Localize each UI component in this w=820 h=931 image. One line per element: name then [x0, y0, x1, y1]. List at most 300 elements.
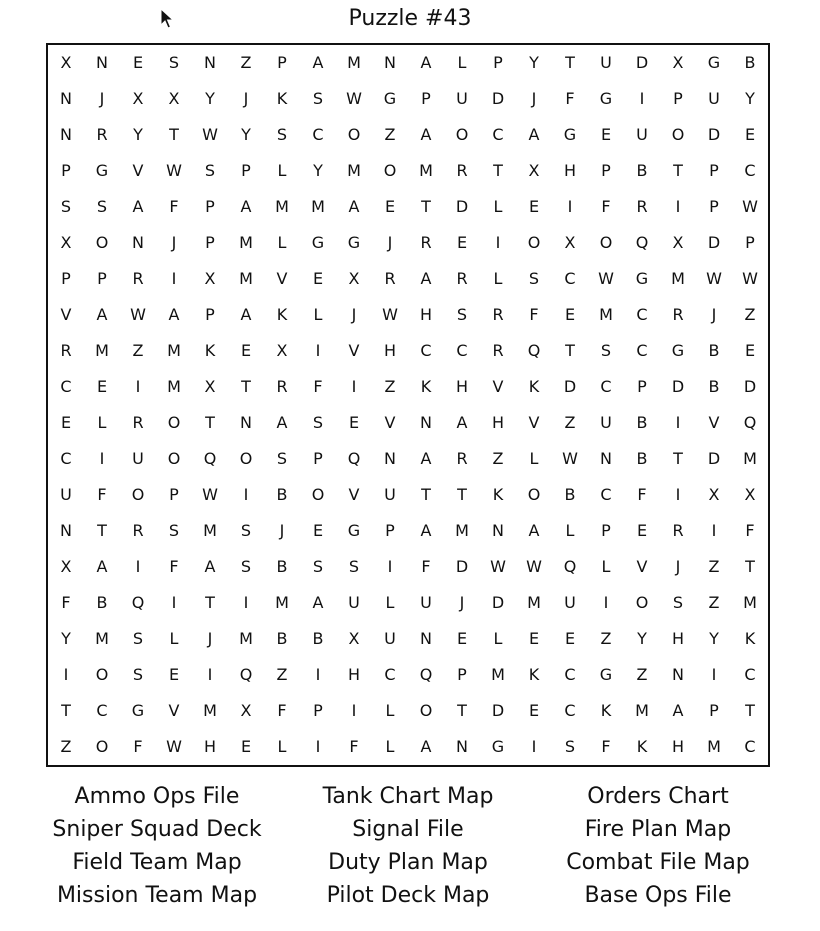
grid-cell[interactable]: S: [96, 197, 108, 216]
grid-cell[interactable]: Z: [384, 377, 396, 396]
grid-cell[interactable]: F: [97, 485, 107, 504]
grid-cell[interactable]: K: [528, 665, 540, 684]
grid-cell[interactable]: M: [239, 629, 253, 648]
grid-cell[interactable]: B: [708, 377, 720, 396]
grid-cell[interactable]: V: [348, 341, 360, 360]
grid-cell[interactable]: P: [385, 521, 395, 540]
grid-cell[interactable]: R: [132, 269, 144, 288]
grid-cell[interactable]: M: [491, 665, 505, 684]
grid-cell[interactable]: G: [383, 89, 397, 108]
grid-cell[interactable]: M: [671, 269, 685, 288]
grid-cell[interactable]: T: [61, 701, 71, 720]
grid-cell[interactable]: W: [742, 197, 758, 216]
grid-cell[interactable]: I: [171, 593, 177, 612]
grid-cell[interactable]: N: [600, 449, 612, 468]
grid-cell[interactable]: S: [312, 413, 324, 432]
grid-cell[interactable]: P: [205, 305, 215, 324]
grid-cell[interactable]: V: [528, 413, 540, 432]
grid-cell[interactable]: A: [528, 521, 540, 540]
grid-cell[interactable]: K: [420, 377, 432, 396]
grid-cell[interactable]: B: [636, 449, 648, 468]
grid-cell[interactable]: M: [167, 377, 181, 396]
grid-cell[interactable]: E: [168, 665, 180, 684]
grid-cell[interactable]: O: [239, 449, 253, 468]
grid-cell[interactable]: Z: [492, 449, 504, 468]
grid-cell[interactable]: X: [204, 269, 216, 288]
grid-cell[interactable]: O: [95, 737, 109, 756]
grid-cell[interactable]: I: [675, 413, 681, 432]
grid-cell[interactable]: X: [276, 341, 288, 360]
grid-cell[interactable]: J: [207, 629, 213, 648]
grid-cell[interactable]: Y: [205, 89, 215, 108]
grid-cell[interactable]: E: [240, 737, 252, 756]
grid-cell[interactable]: N: [456, 737, 468, 756]
grid-cell[interactable]: T: [457, 485, 467, 504]
grid-cell[interactable]: B: [564, 485, 576, 504]
grid-cell[interactable]: L: [277, 233, 287, 252]
grid-cell[interactable]: I: [243, 485, 249, 504]
grid-cell[interactable]: S: [312, 89, 324, 108]
grid-cell[interactable]: N: [60, 521, 72, 540]
grid-cell[interactable]: L: [457, 53, 467, 72]
grid-cell[interactable]: M: [95, 629, 109, 648]
grid-cell[interactable]: T: [457, 701, 467, 720]
grid-cell[interactable]: U: [456, 89, 468, 108]
grid-cell[interactable]: Z: [132, 341, 144, 360]
grid-cell[interactable]: B: [276, 557, 288, 576]
grid-cell[interactable]: S: [528, 269, 540, 288]
grid-cell[interactable]: A: [420, 125, 432, 144]
grid-cell[interactable]: L: [601, 557, 611, 576]
grid-cell[interactable]: T: [673, 161, 683, 180]
grid-cell[interactable]: V: [708, 413, 720, 432]
grid-cell[interactable]: W: [202, 125, 218, 144]
grid-cell[interactable]: E: [384, 197, 396, 216]
grid-cell[interactable]: A: [348, 197, 360, 216]
grid-cell[interactable]: M: [419, 161, 433, 180]
grid-cell[interactable]: U: [348, 593, 360, 612]
grid-cell[interactable]: O: [599, 233, 613, 252]
grid-cell[interactable]: N: [60, 125, 72, 144]
grid-cell[interactable]: R: [456, 161, 468, 180]
grid-cell[interactable]: F: [565, 89, 575, 108]
grid-cell[interactable]: X: [168, 89, 180, 108]
grid-cell[interactable]: W: [490, 557, 506, 576]
grid-cell[interactable]: O: [527, 233, 541, 252]
grid-cell[interactable]: I: [315, 341, 321, 360]
grid-cell[interactable]: I: [351, 377, 357, 396]
grid-cell[interactable]: U: [384, 485, 396, 504]
grid-cell[interactable]: K: [276, 89, 288, 108]
grid-cell[interactable]: N: [204, 53, 216, 72]
grid-cell[interactable]: I: [135, 557, 141, 576]
grid-cell[interactable]: G: [311, 233, 325, 252]
grid-cell[interactable]: V: [132, 161, 144, 180]
grid-cell[interactable]: S: [564, 737, 576, 756]
grid-cell[interactable]: F: [133, 737, 143, 756]
grid-cell[interactable]: K: [744, 629, 756, 648]
grid-cell[interactable]: I: [711, 665, 717, 684]
grid-cell[interactable]: N: [384, 449, 396, 468]
grid-cell[interactable]: F: [637, 485, 647, 504]
grid-cell[interactable]: T: [745, 557, 755, 576]
grid-cell[interactable]: M: [203, 701, 217, 720]
grid-cell[interactable]: U: [384, 629, 396, 648]
grid-cell[interactable]: S: [168, 53, 180, 72]
grid-cell[interactable]: A: [456, 413, 468, 432]
grid-cell[interactable]: I: [387, 557, 393, 576]
grid-cell[interactable]: X: [348, 629, 360, 648]
grid-cell[interactable]: Z: [708, 557, 720, 576]
grid-cell[interactable]: A: [204, 557, 216, 576]
grid-cell[interactable]: I: [99, 449, 105, 468]
grid-cell[interactable]: X: [672, 233, 684, 252]
grid-cell[interactable]: F: [601, 737, 611, 756]
grid-cell[interactable]: S: [276, 125, 288, 144]
grid-cell[interactable]: J: [279, 521, 285, 540]
grid-cell[interactable]: B: [96, 593, 108, 612]
grid-cell[interactable]: W: [598, 269, 614, 288]
grid-cell[interactable]: J: [243, 89, 249, 108]
grid-cell[interactable]: D: [455, 557, 469, 576]
grid-cell[interactable]: X: [132, 89, 144, 108]
grid-cell[interactable]: E: [240, 341, 252, 360]
grid-cell[interactable]: T: [169, 125, 179, 144]
grid-cell[interactable]: W: [166, 161, 182, 180]
grid-cell[interactable]: I: [207, 665, 213, 684]
grid-cell[interactable]: P: [601, 161, 611, 180]
grid-cell[interactable]: S: [240, 521, 252, 540]
grid-cell[interactable]: C: [312, 125, 324, 144]
grid-cell[interactable]: P: [313, 449, 323, 468]
grid-cell[interactable]: O: [383, 161, 397, 180]
grid-cell[interactable]: S: [348, 557, 360, 576]
grid-cell[interactable]: I: [171, 269, 177, 288]
grid-cell[interactable]: B: [636, 161, 648, 180]
grid-cell[interactable]: U: [636, 125, 648, 144]
grid-cell[interactable]: K: [528, 377, 540, 396]
grid-cell[interactable]: Q: [743, 413, 757, 432]
grid-cell[interactable]: M: [455, 521, 469, 540]
grid-cell[interactable]: K: [492, 485, 504, 504]
grid-cell[interactable]: I: [495, 233, 501, 252]
grid-cell[interactable]: A: [420, 269, 432, 288]
grid-cell[interactable]: X: [348, 269, 360, 288]
grid-cell[interactable]: O: [347, 125, 361, 144]
grid-cell[interactable]: A: [96, 305, 108, 324]
grid-cell[interactable]: I: [567, 197, 573, 216]
grid-cell[interactable]: R: [672, 521, 684, 540]
grid-cell[interactable]: Y: [709, 629, 719, 648]
grid-cell[interactable]: C: [600, 485, 612, 504]
grid-cell[interactable]: I: [63, 665, 69, 684]
grid-cell[interactable]: M: [743, 593, 757, 612]
grid-cell[interactable]: T: [673, 449, 683, 468]
grid-cell[interactable]: G: [131, 701, 145, 720]
grid-cell[interactable]: Z: [276, 665, 288, 684]
grid-cell[interactable]: P: [61, 269, 71, 288]
grid-cell[interactable]: R: [96, 125, 108, 144]
grid-cell[interactable]: L: [277, 737, 287, 756]
grid-cell[interactable]: T: [565, 53, 575, 72]
grid-cell[interactable]: O: [131, 485, 145, 504]
grid-cell[interactable]: A: [132, 197, 144, 216]
grid-cell[interactable]: Y: [241, 125, 251, 144]
grid-cell[interactable]: C: [420, 341, 432, 360]
grid-cell[interactable]: U: [564, 593, 576, 612]
grid-cell[interactable]: T: [205, 413, 215, 432]
grid-cell[interactable]: O: [455, 125, 469, 144]
grid-cell[interactable]: C: [60, 449, 72, 468]
grid-cell[interactable]: F: [349, 737, 359, 756]
grid-cell[interactable]: C: [744, 161, 756, 180]
grid-cell[interactable]: V: [168, 701, 180, 720]
grid-cell[interactable]: I: [675, 197, 681, 216]
grid-cell[interactable]: E: [744, 341, 756, 360]
grid-cell[interactable]: Z: [564, 413, 576, 432]
grid-cell[interactable]: E: [564, 305, 576, 324]
grid-cell[interactable]: Q: [239, 665, 253, 684]
grid-cell[interactable]: I: [315, 665, 321, 684]
grid-cell[interactable]: F: [61, 593, 71, 612]
grid-cell[interactable]: W: [562, 449, 578, 468]
grid-cell[interactable]: B: [312, 629, 324, 648]
grid-cell[interactable]: E: [456, 233, 468, 252]
grid-cell[interactable]: N: [420, 629, 432, 648]
grid-cell[interactable]: C: [456, 341, 468, 360]
grid-cell[interactable]: R: [456, 449, 468, 468]
grid-cell[interactable]: C: [636, 341, 648, 360]
grid-cell[interactable]: Z: [240, 53, 252, 72]
grid-cell[interactable]: A: [420, 449, 432, 468]
grid-cell[interactable]: I: [675, 485, 681, 504]
grid-cell[interactable]: X: [672, 53, 684, 72]
grid-cell[interactable]: J: [99, 89, 105, 108]
grid-cell[interactable]: X: [744, 485, 756, 504]
grid-cell[interactable]: S: [312, 557, 324, 576]
grid-cell[interactable]: L: [385, 701, 395, 720]
grid-cell[interactable]: E: [96, 377, 108, 396]
grid-cell[interactable]: P: [241, 161, 251, 180]
grid-cell[interactable]: E: [312, 269, 324, 288]
grid-cell[interactable]: S: [204, 161, 216, 180]
grid-cell[interactable]: F: [529, 305, 539, 324]
grid-cell[interactable]: S: [600, 341, 612, 360]
grid-cell[interactable]: A: [312, 593, 324, 612]
grid-cell[interactable]: X: [708, 485, 720, 504]
grid-cell[interactable]: Z: [600, 629, 612, 648]
grid-cell[interactable]: G: [347, 521, 361, 540]
grid-cell[interactable]: O: [671, 125, 685, 144]
grid-cell[interactable]: C: [744, 737, 756, 756]
grid-cell[interactable]: R: [636, 197, 648, 216]
grid-cell[interactable]: V: [492, 377, 504, 396]
grid-cell[interactable]: H: [671, 629, 685, 648]
grid-cell[interactable]: J: [351, 305, 357, 324]
grid-cell[interactable]: N: [420, 413, 432, 432]
grid-cell[interactable]: M: [275, 593, 289, 612]
grid-cell[interactable]: W: [166, 737, 182, 756]
grid-cell[interactable]: A: [96, 557, 108, 576]
grid-cell[interactable]: X: [60, 53, 72, 72]
grid-cell[interactable]: L: [385, 737, 395, 756]
grid-cell[interactable]: Z: [60, 737, 72, 756]
grid-cell[interactable]: X: [204, 377, 216, 396]
grid-cell[interactable]: W: [382, 305, 398, 324]
grid-cell[interactable]: E: [348, 413, 360, 432]
grid-cell[interactable]: O: [167, 413, 181, 432]
grid-cell[interactable]: V: [348, 485, 360, 504]
grid-cell[interactable]: U: [708, 89, 720, 108]
grid-cell[interactable]: I: [351, 701, 357, 720]
grid-cell[interactable]: Q: [635, 233, 649, 252]
grid-cell[interactable]: P: [205, 197, 215, 216]
grid-cell[interactable]: N: [240, 413, 252, 432]
grid-cell[interactable]: D: [455, 197, 469, 216]
grid-cell[interactable]: L: [385, 593, 395, 612]
grid-cell[interactable]: U: [60, 485, 72, 504]
grid-cell[interactable]: R: [492, 341, 504, 360]
grid-cell[interactable]: X: [60, 233, 72, 252]
grid-cell[interactable]: S: [132, 665, 144, 684]
grid-cell[interactable]: G: [347, 233, 361, 252]
grid-cell[interactable]: S: [132, 629, 144, 648]
grid-cell[interactable]: N: [384, 53, 396, 72]
grid-cell[interactable]: D: [671, 377, 685, 396]
grid-cell[interactable]: P: [313, 701, 323, 720]
grid-cell[interactable]: U: [420, 593, 432, 612]
grid-cell[interactable]: M: [239, 233, 253, 252]
grid-cell[interactable]: M: [347, 53, 361, 72]
grid-cell[interactable]: D: [491, 593, 505, 612]
grid-cell[interactable]: D: [563, 377, 577, 396]
grid-cell[interactable]: P: [169, 485, 179, 504]
grid-cell[interactable]: P: [709, 161, 719, 180]
grid-cell[interactable]: M: [743, 449, 757, 468]
grid-cell[interactable]: M: [635, 701, 649, 720]
grid-cell[interactable]: E: [60, 413, 72, 432]
grid-cell[interactable]: M: [311, 197, 325, 216]
grid-cell[interactable]: E: [564, 629, 576, 648]
grid-cell[interactable]: D: [707, 125, 721, 144]
grid-cell[interactable]: B: [276, 485, 288, 504]
grid-cell[interactable]: C: [564, 665, 576, 684]
grid-cell[interactable]: D: [491, 701, 505, 720]
grid-cell[interactable]: G: [95, 161, 109, 180]
grid-cell[interactable]: F: [601, 197, 611, 216]
grid-cell[interactable]: R: [672, 305, 684, 324]
grid-cell[interactable]: H: [383, 341, 397, 360]
grid-cell[interactable]: O: [635, 593, 649, 612]
grid-cell[interactable]: R: [132, 521, 144, 540]
grid-cell[interactable]: L: [493, 197, 503, 216]
grid-cell[interactable]: F: [169, 557, 179, 576]
grid-cell[interactable]: E: [456, 629, 468, 648]
grid-cell[interactable]: C: [96, 701, 108, 720]
grid-cell[interactable]: J: [531, 89, 537, 108]
grid-cell[interactable]: E: [528, 197, 540, 216]
grid-cell[interactable]: T: [421, 197, 431, 216]
grid-cell[interactable]: G: [563, 125, 577, 144]
grid-cell[interactable]: Z: [636, 665, 648, 684]
grid-cell[interactable]: H: [347, 665, 361, 684]
grid-cell[interactable]: F: [277, 701, 287, 720]
grid-cell[interactable]: P: [637, 377, 647, 396]
grid-cell[interactable]: A: [528, 125, 540, 144]
grid-cell[interactable]: W: [346, 89, 362, 108]
grid-cell[interactable]: V: [60, 305, 72, 324]
grid-cell[interactable]: T: [97, 521, 107, 540]
grid-cell[interactable]: H: [203, 737, 217, 756]
grid-cell[interactable]: L: [277, 161, 287, 180]
grid-cell[interactable]: O: [527, 485, 541, 504]
grid-cell[interactable]: R: [492, 305, 504, 324]
grid-cell[interactable]: S: [456, 305, 468, 324]
grid-cell[interactable]: X: [240, 701, 252, 720]
grid-cell[interactable]: A: [420, 521, 432, 540]
grid-cell[interactable]: W: [526, 557, 542, 576]
grid-cell[interactable]: B: [276, 629, 288, 648]
grid-cell[interactable]: L: [169, 629, 179, 648]
grid-cell[interactable]: I: [135, 377, 141, 396]
grid-cell[interactable]: Y: [529, 53, 539, 72]
grid-cell[interactable]: X: [564, 233, 576, 252]
grid-cell[interactable]: D: [491, 89, 505, 108]
grid-cell[interactable]: D: [743, 377, 757, 396]
grid-cell[interactable]: C: [744, 665, 756, 684]
grid-cell[interactable]: T: [493, 161, 503, 180]
grid-cell[interactable]: Q: [419, 665, 433, 684]
grid-cell[interactable]: N: [492, 521, 504, 540]
grid-cell[interactable]: F: [169, 197, 179, 216]
grid-cell[interactable]: R: [384, 269, 396, 288]
grid-cell[interactable]: C: [636, 305, 648, 324]
grid-cell[interactable]: V: [636, 557, 648, 576]
grid-cell[interactable]: P: [601, 521, 611, 540]
grid-cell[interactable]: O: [311, 485, 325, 504]
grid-cell[interactable]: Z: [744, 305, 756, 324]
grid-cell[interactable]: A: [312, 53, 324, 72]
grid-cell[interactable]: H: [491, 413, 505, 432]
grid-cell[interactable]: O: [167, 449, 181, 468]
grid-cell[interactable]: M: [167, 341, 181, 360]
grid-cell[interactable]: K: [204, 341, 216, 360]
grid-cell[interactable]: L: [493, 629, 503, 648]
grid-cell[interactable]: Y: [133, 125, 143, 144]
grid-cell[interactable]: P: [61, 161, 71, 180]
grid-cell[interactable]: T: [745, 701, 755, 720]
grid-cell[interactable]: E: [744, 125, 756, 144]
grid-cell[interactable]: H: [671, 737, 685, 756]
grid-cell[interactable]: Q: [203, 449, 217, 468]
grid-cell[interactable]: D: [707, 233, 721, 252]
grid-cell[interactable]: I: [711, 521, 717, 540]
grid-cell[interactable]: J: [459, 593, 465, 612]
grid-cell[interactable]: A: [420, 53, 432, 72]
grid-cell[interactable]: O: [95, 665, 109, 684]
grid-cell[interactable]: P: [205, 233, 215, 252]
grid-cell[interactable]: M: [707, 737, 721, 756]
grid-cell[interactable]: W: [706, 269, 722, 288]
grid-cell[interactable]: U: [132, 449, 144, 468]
grid-cell[interactable]: M: [599, 305, 613, 324]
grid-cell[interactable]: E: [528, 701, 540, 720]
grid-cell[interactable]: R: [420, 233, 432, 252]
grid-cell[interactable]: N: [96, 53, 108, 72]
grid-cell[interactable]: S: [672, 593, 684, 612]
grid-cell[interactable]: B: [636, 413, 648, 432]
grid-cell[interactable]: D: [707, 449, 721, 468]
